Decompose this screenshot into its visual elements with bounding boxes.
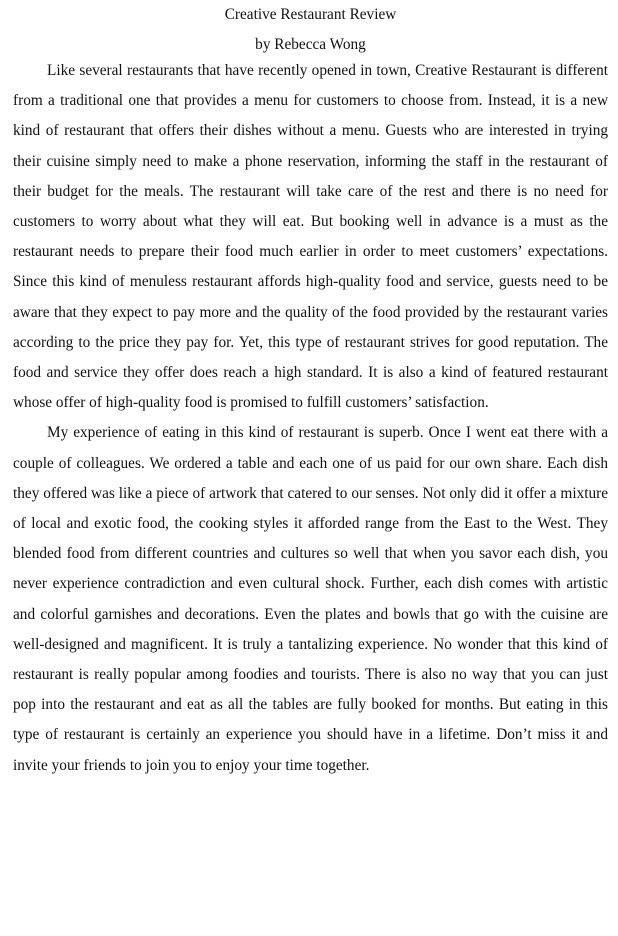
document-page xyxy=(13,4,608,781)
document-title: Creative Restaurant Review xyxy=(224,6,397,23)
body-paragraph-2: My experience of eating in this kind of restaurant is superb. Once I went eat there with a couple of colleagues. We ordered a table and each one of us paid for our own share. Each dish they offered was like a piece of artwork that catered to our senses. Not only did it offer a mixture of local and exotic food, the cooking styles it afforded range from the East to the West. They blended food from different countries and cultures so well that when you savor each dish, you never experience contradiction and even cultural shock. Further, each dish comes with artistic and colorful garnishes and decorations. Even the plates and bowls that go with the cuisine are well-designed and magnificent. It is truly a tantalizing experience. No wonder that this kind of restaurant is really popular among foodies and tourists. There is also no way that you can just pop into the restaurant and eat as all the tables are fully booked for months. But eating in this type of restaurant is certainly an experience you should have in a lifetime. Don’t miss it and invite your friends to join you to enjoy your time together. xyxy=(13,424,608,774)
document-author: by Rebecca Wong xyxy=(255,36,366,53)
body-paragraph-1: Like several restaurants that have recently opened in town, Creative Restaurant is different from a traditional one that provides a menu for customers to choose from. Instead, it is a new kind of restaurant that offers their dishes without a menu. Guests who are interested in trying their cuisine simply need to make a phone reservation, informing the staff in the restaurant of their budget for the meals. The restaurant will take care of the rest and there is no need for customers to worry about what they will eat. But booking well in advance is a must as the restaurant needs to prepare their food much earlier in order to meet customers’ expectations. Since this kind of menuless restaurant affords high-quality food and service, guests need to be aware that they expect to pay more and the quality of the food provided by the restaurant varies according to the price they pay for. Yet, this type of restaurant strives for good reputation. The food and service they offer does reach a high standard. It is also a kind of featured restaurant whose offer of high-quality food is promised to fulfill customers’ satisfaction. xyxy=(13,62,608,412)
